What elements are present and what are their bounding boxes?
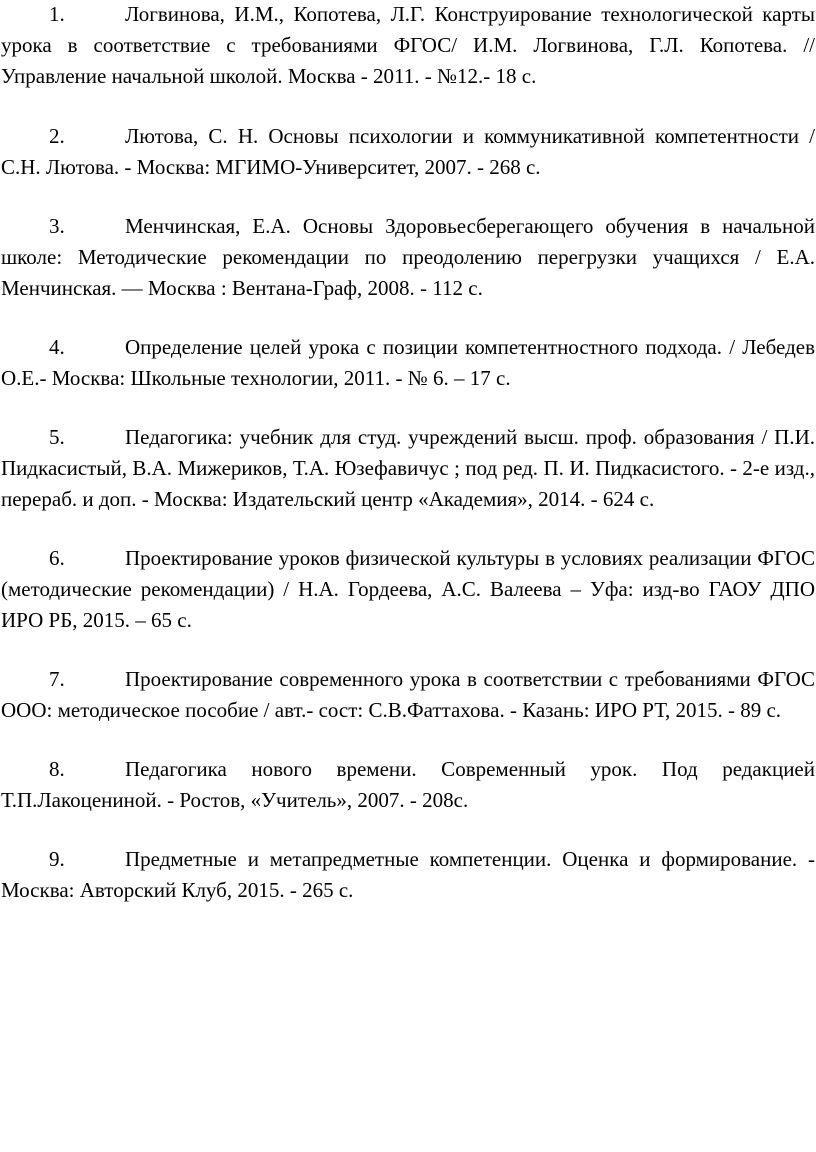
- reference-text: Лютова, С. Н. Основы психологии и коммуникативной компетентности / С.Н. Лютова. - Москва: МГИМО-Университет, 2007. - 268 с.: [1, 124, 815, 179]
- reference-number: 5.: [49, 425, 65, 449]
- reference-item-9: [1, 844, 815, 906]
- reference-item-4: [1, 332, 815, 394]
- reference-item-1: [1, 0, 815, 92]
- reference-item-7: [1, 664, 815, 726]
- reference-number: 8.: [49, 757, 65, 781]
- reference-text: Предметные и метапредметные компетенции. Оценка и формирование. - Москва: Авторский Клуб, 2015. - 265 с.: [1, 847, 815, 902]
- reference-text: Определение целей урока с позиции компетентностного подхода. / Лебедев О.Е.- Москва: Школьные технологии, 2011. - № 6. – 17 с.: [1, 335, 815, 390]
- reference-item-2: [1, 121, 815, 183]
- reference-number: 7.: [49, 667, 65, 691]
- reference-number: 6.: [49, 546, 65, 570]
- reference-item-3: [1, 211, 815, 304]
- reference-number: 3.: [49, 214, 65, 238]
- reference-number: 1.: [49, 2, 65, 26]
- reference-text: Менчинская, Е.А. Основы Здоровьесберегающего обучения в начальной школе: Методические рекомендации по преодолению перегрузки учащихся / Е.А. Менчинская. — Москва : Вентана-Граф, 2008. - 112 с.: [1, 214, 815, 300]
- reference-number: 9.: [49, 847, 65, 871]
- reference-text: Проектирование современного урока в соответствии с требованиями ФГОС ООО: методическое пособие / авт.- сост: С.В.Фаттахова. - Казань: ИРО РТ, 2015. - 89 с.: [1, 667, 815, 722]
- reference-item-6: [1, 543, 815, 636]
- reference-text: Педагогика: учебник для студ. учреждений высш. проф. образования / П.И. Пидкасистый, В.А. Мижериков, Т.А. Юзефавичус ; под ред. П. И. Пидкасистого. - 2-е изд., перераб. и доп. - Москва: Издательский центр «Академия», 2014. - 624 с.: [1, 425, 815, 511]
- reference-number: 2.: [49, 124, 65, 148]
- reference-list: [1, 0, 815, 906]
- reference-text: Логвинова, И.М., Копотева, Л.Г. Конструирование технологической карты урока в соответствие с требованиями ФГОС/ И.М. Логвинова, Г.Л. Копотева. // Управление начальной школой. Москва - 2011. - №12.- 18 с.: [1, 2, 815, 88]
- reference-item-5: [1, 422, 815, 515]
- reference-number: 4.: [49, 335, 65, 359]
- reference-text: Педагогика нового времени. Современный урок. Под редакцией Т.П.Лакоцениной. - Ростов, «Учитель», 2007. - 208с.: [1, 757, 815, 812]
- reference-item-8: [1, 754, 815, 816]
- reference-text: Проектирование уроков физической культуры в условиях реализации ФГОС (методические рекомендации) / Н.А. Гордеева, А.С. Валеева – Уфа: изд-во ГАОУ ДПО ИРО РБ, 2015. – 65 с.: [1, 546, 815, 632]
